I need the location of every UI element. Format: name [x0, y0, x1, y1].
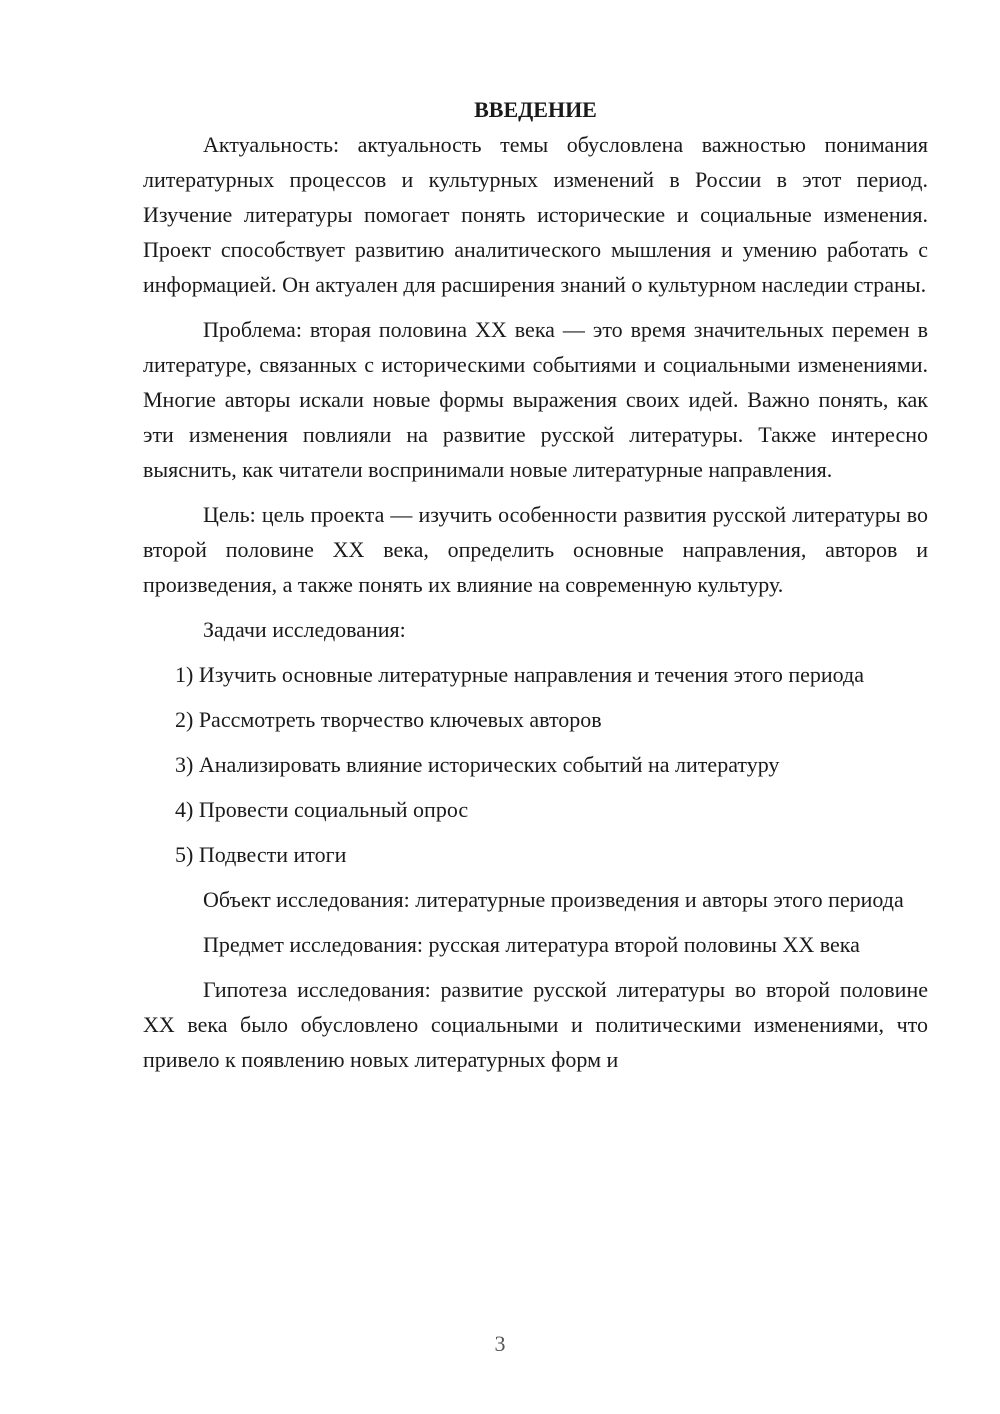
document-page: [143, 92, 928, 1077]
list-item: 2) Рассмотреть творчество ключевых авторов: [175, 707, 602, 732]
problem-paragraph: Проблема: вторая половина XX века — это время значительных перемен в литературе, связанных с историческими событиями и социальными изменениями. Многие авторы искали новые формы выражения своих идей. Важно понять, как эти изменения повлияли на развитие русской литературы. Также интересно выяснить, как читатели воспринимали новые литературные направления.: [143, 317, 928, 482]
object-paragraph: Объект исследования: литературные произведения и авторы этого периода: [203, 887, 904, 912]
hypothesis-paragraph: Гипотеза исследования: развитие русской литературы во второй половине XX века было обусловлено социальными и политическими изменениями, что привело к появлению новых литературных форм и: [143, 977, 928, 1072]
subject-paragraph: Предмет исследования: русская литература второй половины XX века: [203, 932, 860, 957]
tasks-list: [143, 657, 928, 872]
page-number: 3: [494, 1331, 506, 1356]
page-title: ВВЕДЕНИЕ: [474, 97, 597, 122]
goal-paragraph: Цель: цель проекта — изучить особенности развития русской литературы во второй половине XX века, определить основные направления, авторов и произведения, а также понять их влияние на современную культуру.: [143, 502, 928, 597]
list-item: 3) Анализировать влияние исторических событий на литературу: [175, 752, 780, 777]
list-item: 1) Изучить основные литературные направления и течения этого периода: [175, 662, 864, 687]
list-item: 5) Подвести итоги: [175, 842, 347, 867]
tasks-heading: Задачи исследования:: [203, 617, 406, 642]
relevance-paragraph: Актуальность: актуальность темы обусловлена важностью понимания литературных процессов и культурных изменений в России в этот период. Изучение литературы помогает понять исторические и социальные изменения. Проект способствует развитию аналитического мышления и умению работать с информацией. Он актуален для расширения знаний о культурном наследии страны.: [143, 132, 928, 297]
list-item: 4) Провести социальный опрос: [175, 797, 469, 822]
